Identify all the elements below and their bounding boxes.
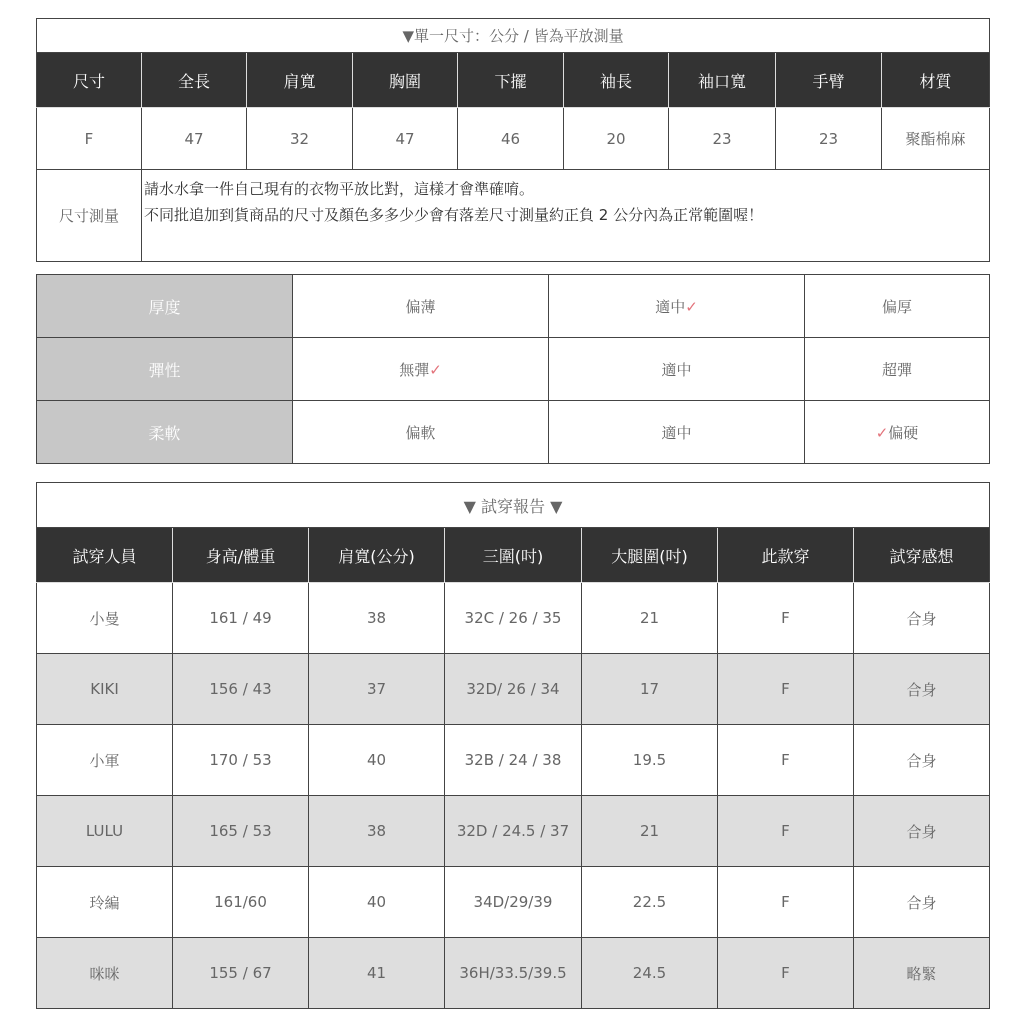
fit-feedback-cell: 略緊 bbox=[854, 938, 990, 1009]
height-weight-cell: 165 / 53 bbox=[173, 796, 309, 867]
shoulder-header: 肩寬 bbox=[247, 53, 353, 108]
fabric-option-label: 適中 bbox=[661, 423, 692, 442]
height-weight-cell: 161/60 bbox=[173, 867, 309, 938]
thigh-cell: 21 bbox=[582, 583, 718, 654]
measurements-cell: 34D/29/39 bbox=[445, 867, 582, 938]
thigh-cell: 17 bbox=[582, 654, 718, 725]
shoulder-width-cell: 40 bbox=[309, 867, 445, 938]
table-row bbox=[37, 654, 990, 725]
hem-header: 下擺 bbox=[458, 53, 564, 108]
hem-value: 46 bbox=[458, 108, 564, 170]
size-chart-header-row bbox=[37, 53, 990, 108]
height-weight-cell: 170 / 53 bbox=[173, 725, 309, 796]
height-weight-cell: 156 / 43 bbox=[173, 654, 309, 725]
fabric-option-label: 適中 bbox=[661, 360, 692, 379]
fabric-option bbox=[293, 275, 549, 338]
size-worn-cell: F bbox=[718, 796, 854, 867]
chest-header: 胸圍 bbox=[353, 53, 458, 108]
fabric-option bbox=[805, 338, 990, 401]
sleeve-length-value: 20 bbox=[564, 108, 669, 170]
checkmark-icon: ✓ bbox=[875, 423, 889, 442]
thigh-header: 大腿圍(吋) bbox=[582, 528, 718, 583]
tester-name-cell: 咪咪 bbox=[37, 938, 173, 1009]
tester-name-cell: 小軍 bbox=[37, 725, 173, 796]
fabric-option-label: 偏軟 bbox=[405, 423, 436, 442]
chest-value: 47 bbox=[353, 108, 458, 170]
size-note-line: 請水水拿一件自己現有的衣物平放比對，這樣才會準確唷。 bbox=[144, 180, 535, 198]
size-worn-cell: F bbox=[718, 583, 854, 654]
fabric-option-label: 超彈 bbox=[881, 360, 912, 379]
tryon-report-title: ▼ 試穿報告 ▼ bbox=[37, 483, 990, 528]
size-chart-value-row bbox=[37, 108, 990, 170]
size-worn-cell: F bbox=[718, 725, 854, 796]
measurements-cell: 32D / 24.5 / 37 bbox=[445, 796, 582, 867]
size-note-label: 尺寸測量 bbox=[37, 170, 142, 262]
fabric-option bbox=[805, 401, 990, 464]
fabric-option bbox=[293, 401, 549, 464]
measurements-header: 三圍(吋) bbox=[445, 528, 582, 583]
fabric-option-label: 無彈 bbox=[399, 360, 430, 379]
fabric-attribute-label: 彈性 bbox=[37, 338, 293, 401]
table-row bbox=[37, 938, 990, 1009]
length-header: 全長 bbox=[142, 53, 247, 108]
fabric-option bbox=[549, 401, 805, 464]
shoulder-width-cell: 38 bbox=[309, 796, 445, 867]
measurements-cell: 32C / 26 / 35 bbox=[445, 583, 582, 654]
thigh-cell: 21 bbox=[582, 796, 718, 867]
cuff-width-value: 23 bbox=[669, 108, 776, 170]
checkmark-icon: ✓ bbox=[429, 360, 442, 379]
fabric-attribute-table bbox=[36, 274, 990, 464]
fabric-row bbox=[37, 401, 990, 464]
measurements-cell: 36H/33.5/39.5 bbox=[445, 938, 582, 1009]
fabric-option bbox=[549, 275, 805, 338]
fit-feedback-cell: 合身 bbox=[854, 796, 990, 867]
size-note-line: 不同批追加到貨商品的尺寸及顏色多多少少會有落差尺寸測量約正負 2 公分內為正常範圍喔！ bbox=[144, 206, 764, 224]
fabric-option bbox=[549, 338, 805, 401]
shoulder-width-cell: 37 bbox=[309, 654, 445, 725]
measurements-cell: 32D/ 26 / 34 bbox=[445, 654, 582, 725]
material-value: 聚酯棉麻 bbox=[882, 108, 990, 170]
tester-name-cell: LULU bbox=[37, 796, 173, 867]
sleeve-length-header: 袖長 bbox=[564, 53, 669, 108]
height-weight-cell: 161 / 49 bbox=[173, 583, 309, 654]
fabric-attribute-label: 厚度 bbox=[37, 275, 293, 338]
thigh-cell: 24.5 bbox=[582, 938, 718, 1009]
size-worn-cell: F bbox=[718, 654, 854, 725]
tryon-report-table bbox=[36, 482, 990, 1009]
fabric-option-label: 偏薄 bbox=[405, 297, 436, 316]
shoulder-width-cell: 40 bbox=[309, 725, 445, 796]
size-value: F bbox=[37, 108, 142, 170]
height-weight-cell: 155 / 67 bbox=[173, 938, 309, 1009]
fit-feedback-cell: 合身 bbox=[854, 725, 990, 796]
size-header: 尺寸 bbox=[37, 53, 142, 108]
height-weight-header: 身高/體重 bbox=[173, 528, 309, 583]
table-row bbox=[37, 867, 990, 938]
thigh-cell: 19.5 bbox=[582, 725, 718, 796]
shoulder-width-cell: 38 bbox=[309, 583, 445, 654]
fit-feedback-cell: 合身 bbox=[854, 583, 990, 654]
tester-name-cell: 玲編 bbox=[37, 867, 173, 938]
thigh-cell: 22.5 bbox=[582, 867, 718, 938]
fabric-option-label: 偏硬 bbox=[888, 423, 919, 442]
table-row bbox=[37, 796, 990, 867]
fabric-option-label: 適中 bbox=[655, 297, 686, 316]
size-worn-cell: F bbox=[718, 938, 854, 1009]
material-header: 材質 bbox=[882, 53, 990, 108]
length-value: 47 bbox=[142, 108, 247, 170]
fabric-attribute-label: 柔軟 bbox=[37, 401, 293, 464]
tester-name-cell: 小曼 bbox=[37, 583, 173, 654]
size-worn-header: 此款穿 bbox=[718, 528, 854, 583]
fit-feedback-cell: 合身 bbox=[854, 654, 990, 725]
fabric-row bbox=[37, 275, 990, 338]
table-row bbox=[37, 725, 990, 796]
fit-feedback-cell: 合身 bbox=[854, 867, 990, 938]
measurements-cell: 32B / 24 / 38 bbox=[445, 725, 582, 796]
size-chart-table bbox=[36, 18, 990, 262]
fabric-option-label: 偏厚 bbox=[881, 297, 912, 316]
tryon-header-row bbox=[37, 528, 990, 583]
fit-feedback-header: 試穿感想 bbox=[854, 528, 990, 583]
arm-header: 手臂 bbox=[776, 53, 882, 108]
shoulder-header: 肩寬(公分) bbox=[309, 528, 445, 583]
shoulder-value: 32 bbox=[247, 108, 353, 170]
cuff-width-header: 袖口寬 bbox=[669, 53, 776, 108]
shoulder-width-cell: 41 bbox=[309, 938, 445, 1009]
size-note-row bbox=[37, 170, 990, 262]
fabric-option bbox=[293, 338, 549, 401]
checkmark-icon: ✓ bbox=[685, 297, 698, 316]
size-note-text bbox=[142, 170, 990, 262]
tester-name-cell: KIKI bbox=[37, 654, 173, 725]
size-worn-cell: F bbox=[718, 867, 854, 938]
arm-value: 23 bbox=[776, 108, 882, 170]
fabric-row bbox=[37, 338, 990, 401]
table-row bbox=[37, 583, 990, 654]
size-chart-title: ▼單一尺寸：公分 / 皆為平放測量 bbox=[37, 19, 990, 53]
tester-header: 試穿人員 bbox=[37, 528, 173, 583]
fabric-option bbox=[805, 275, 990, 338]
